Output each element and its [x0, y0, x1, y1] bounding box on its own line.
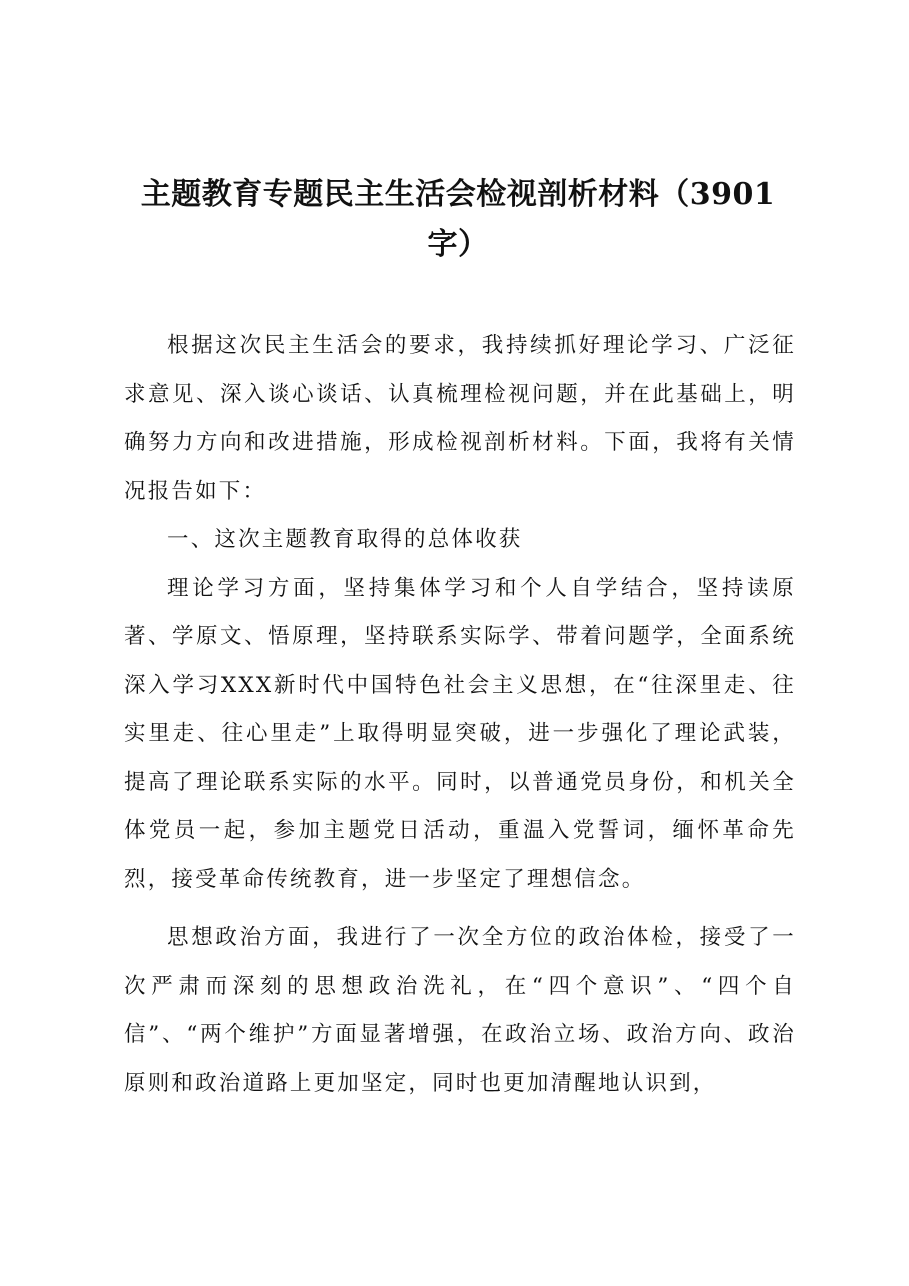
political-thought-paragraph: 思想政治方面，我进行了一次全方位的政治体检，接受了一次严肃而深刻的思想政治洗礼，在“四个意识”、“四个自信”、“两个维护”方面显著增强，在政治立场、政治方向、政治原则和政治道路上更加坚定，同时也更加清醒地认识到，: [124, 925, 796, 1096]
document-body: [124, 322, 796, 1108]
section-heading: 一、这次主题教育取得的总体收获: [167, 527, 523, 552]
document-title: 主题教育专题民主生活会检视剖析材料（3901字）: [140, 177, 776, 262]
intro-paragraph: 根据这次民主生活会的要求，我持续抓好理论学习、广泛征求意见、深入谈心谈话、认真梳理检视问题，并在此基础上，明确努力方向和改进措施，形成检视剖析材料。下面，我将有关情况报告如下：: [124, 333, 796, 504]
theory-study-paragraph: 理论学习方面，坚持集体学习和个人自学结合，坚持读原著、学原文、悟原理，坚持联系实际学、带着问题学，全面系统深入学习XXX新时代中国特色社会主义思想，在“往深里走、往实里走、往心里走”上取得明显突破，进一步强化了理论武装，提高了理论联系实际的水平。同时，以普通党员身份，和机关全体党员一起，参加主题党日活动，重温入党誓词，缅怀革命先烈，接受革命传统教育，进一步坚定了理想信念。: [124, 575, 796, 892]
paragraph-gap: [124, 904, 796, 914]
